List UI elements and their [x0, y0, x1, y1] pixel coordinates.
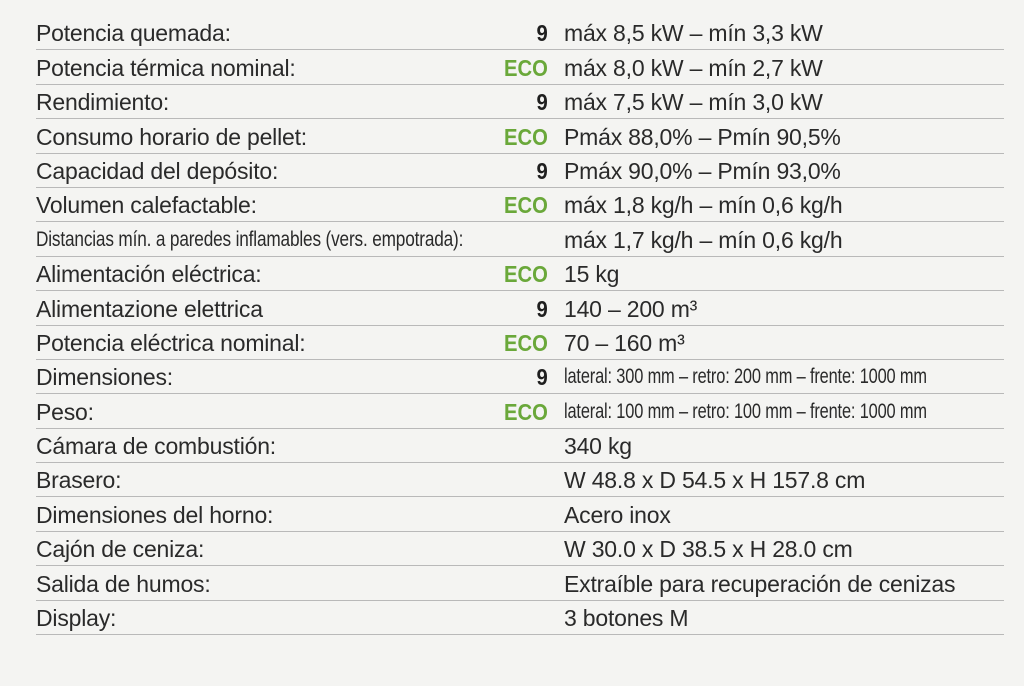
spec-row — [36, 326, 1004, 360]
spec-label: Consumo horario de pellet: — [36, 123, 307, 150]
spec-label: Salida de humos: — [36, 570, 211, 597]
spec-label: Volumen calefactable: — [36, 192, 257, 219]
spec-label: Alimentazione elettrica — [36, 295, 263, 322]
spec-value: máx 8,5 kW – mín 3,3 kW — [564, 20, 823, 47]
spec-row — [36, 257, 1004, 291]
spec-value: Extraíble para recuperación de cenizas — [564, 570, 956, 597]
spec-row — [36, 497, 1004, 531]
spec-value: lateral: 100 mm – retro: 100 mm – frente: 1000 mm — [564, 399, 927, 423]
spec-row — [36, 566, 1004, 600]
spec-label: Dimensiones: — [36, 364, 173, 391]
spec-value: 70 – 160 m³ — [564, 329, 685, 356]
spec-label: Capacidad del depósito: — [36, 157, 279, 184]
spec-row — [36, 463, 1004, 497]
spec-label: Peso: — [36, 398, 94, 425]
model-tag: ECO — [504, 123, 548, 150]
spec-value: W 30.0 x D 38.5 x H 28.0 cm — [564, 536, 853, 563]
spec-label: Alimentación eléctrica: — [36, 261, 262, 288]
spec-row — [36, 50, 1004, 84]
spec-row — [36, 188, 1004, 222]
spec-value: 140 – 200 m³ — [564, 295, 698, 322]
spec-label: Rendimiento: — [36, 89, 170, 116]
spec-label: Distancias mín. a paredes inflamables (vers. empotrada): — [36, 227, 464, 251]
model-tag: 9 — [536, 295, 548, 322]
spec-value: máx 1,7 kg/h – mín 0,6 kg/h — [564, 226, 843, 253]
model-tag: 9 — [536, 364, 548, 391]
spec-row — [36, 154, 1004, 188]
spec-label: Dimensiones del horno: — [36, 501, 274, 528]
spec-row — [36, 16, 1004, 50]
spec-value: W 48.8 x D 54.5 x H 157.8 cm — [564, 467, 866, 494]
spec-label: Brasero: — [36, 467, 122, 494]
spec-label: Cajón de ceniza: — [36, 536, 205, 563]
spec-value: máx 1,8 kg/h – mín 0,6 kg/h — [564, 192, 843, 219]
spec-value: máx 7,5 kW – mín 3,0 kW — [564, 89, 823, 116]
spec-value: 15 kg — [564, 261, 620, 288]
spec-row — [36, 119, 1004, 153]
spec-value: 340 kg — [564, 433, 632, 460]
model-tag: 9 — [536, 157, 548, 184]
model-tag: ECO — [504, 329, 548, 356]
spec-label: Cámara de combustión: — [36, 433, 276, 460]
spec-row — [36, 222, 1004, 256]
spec-label: Potencia eléctrica nominal: — [36, 329, 306, 356]
spec-value: lateral: 300 mm – retro: 200 mm – frente: 1000 mm — [564, 365, 927, 389]
spec-value: Acero inox — [564, 501, 671, 528]
spec-row — [36, 429, 1004, 463]
spec-row — [36, 85, 1004, 119]
spec-value: Pmáx 88,0% – Pmín 90,5% — [564, 123, 841, 150]
spec-value: 3 botones M — [564, 605, 689, 632]
spec-value: máx 8,0 kW – mín 2,7 kW — [564, 54, 823, 81]
spec-row — [36, 394, 1004, 428]
model-tag: 9 — [536, 20, 548, 47]
spec-label: Potencia quemada: — [36, 20, 231, 47]
model-tag: ECO — [504, 192, 548, 219]
spec-label: Display: — [36, 605, 117, 632]
model-tag: ECO — [504, 398, 548, 425]
model-tag: ECO — [504, 54, 548, 81]
spec-row — [36, 601, 1004, 635]
spec-row — [36, 291, 1004, 325]
model-tag: 9 — [536, 89, 548, 116]
spec-table — [36, 16, 1004, 635]
spec-value: Pmáx 90,0% – Pmín 93,0% — [564, 157, 841, 184]
spec-row — [36, 360, 1004, 394]
spec-row — [36, 532, 1004, 566]
spec-label: Potencia térmica nominal: — [36, 54, 296, 81]
model-tag: ECO — [504, 261, 548, 288]
